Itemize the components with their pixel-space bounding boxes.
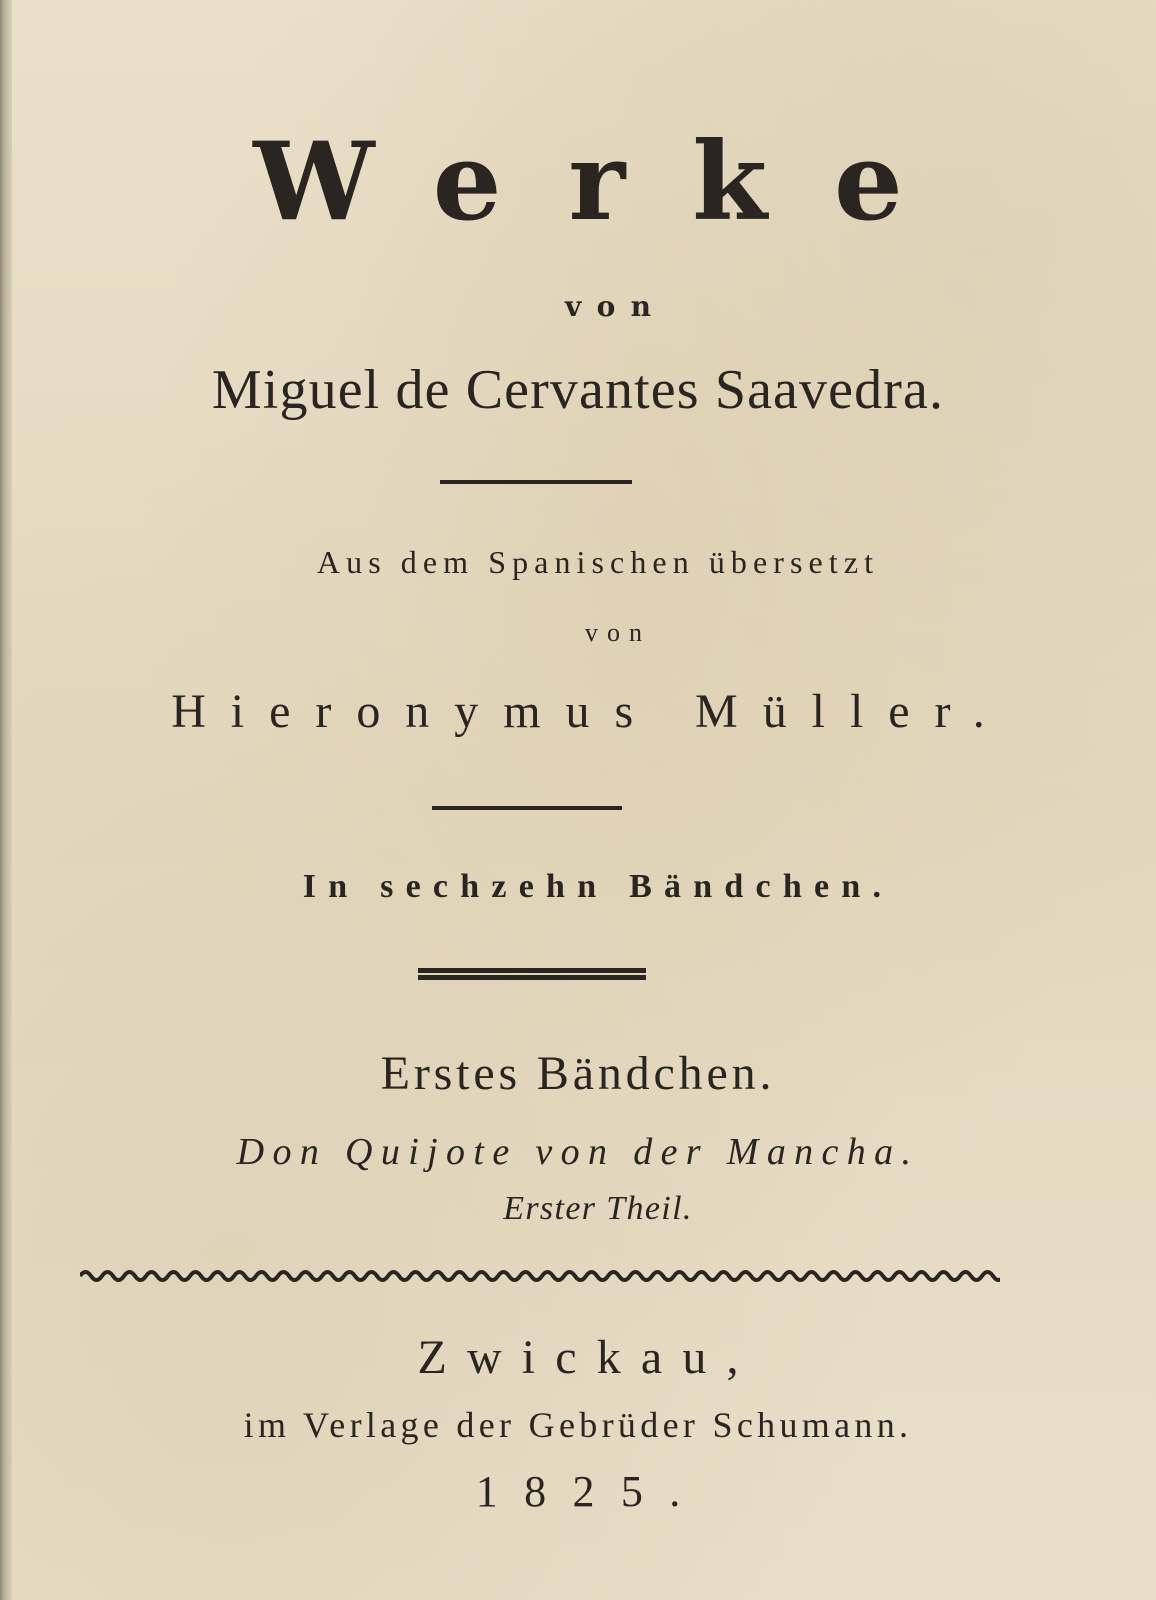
part-title: Erster Theil.: [503, 1190, 693, 1227]
work-title: Don Quijote von der Mancha.: [236, 1131, 920, 1173]
divider-rule: [440, 480, 632, 484]
double-rule-top: [418, 968, 646, 973]
by-line-author: von: [564, 290, 667, 323]
book-title: Werke: [253, 119, 970, 245]
volumes-note: In sechzehn Bändchen.: [302, 868, 894, 905]
translator-name: Hieronymus Müller.: [171, 685, 1010, 738]
wavy-ornament-rule: [80, 1264, 1000, 1288]
publication-place: Zwickau,: [417, 1331, 759, 1384]
divider-rule: [432, 806, 622, 810]
publication-year: 1825.: [475, 1467, 707, 1516]
volume-title: Erstes Bändchen.: [380, 1047, 776, 1100]
double-rule-bottom: [418, 975, 646, 980]
by-line-translator: von: [584, 618, 652, 647]
translation-note: Aus dem Spanischen übersetzt: [316, 544, 880, 580]
author-name: Miguel de Cervantes Saavedra.: [211, 359, 945, 421]
publisher: im Verlage der Gebrüder Schumann.: [243, 1405, 913, 1445]
